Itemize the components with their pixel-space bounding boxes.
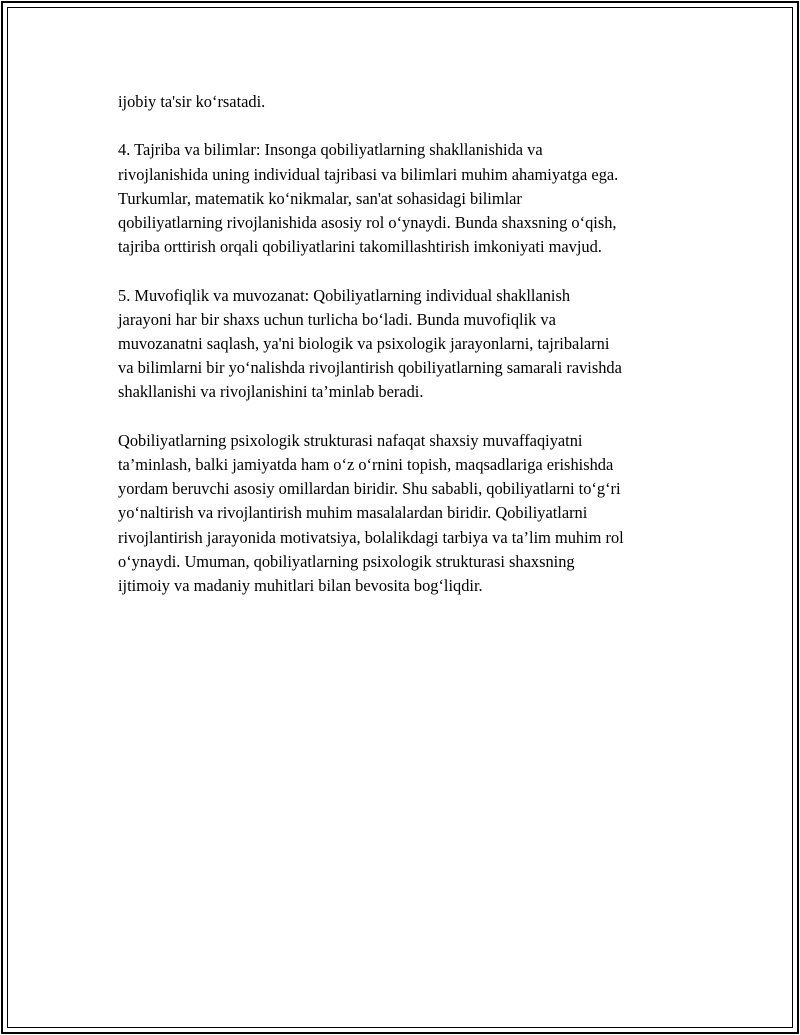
document-body [118, 90, 693, 622]
paragraph-muvofiqlik-va-muvozanat: 5. Muvofiqlik va muvozanat: Qobiliyatlarning individual shakllanish jarayoni har bir shaxs uchun turlicha bo‘ladi. Bunda muvofiqlik va muvozanatni saqlash, ya'ni biologik va psixologik jarayonlarni, tajribalarni va bilimlarni bir yo‘nalishda rivojlantirish qobiliyatlarning samarali ravishda shakllanishi va rivojlanishini ta’minlab beradi. [118, 285, 622, 402]
paragraph-continuation: ijobiy ta'sir ko‘rsatadi. [118, 92, 266, 111]
paragraph-conclusion: Qobiliyatlarning psixologik strukturasi nafaqat shaxsiy muvaffaqiyatni ta’minlash, balki jamiyatda ham o‘z o‘rnini topish, maqsadlariga erishishda yordam beruvchi asosiy omillardan biridir. Shu sababli, qobiliyatlarni to‘g‘ri yo‘naltirish va rivojlantirish muhim masalalardan biridir. Qobiliyatlarni rivojlantirish jarayonida motivatsiya, bolalikdagi tarbiya va ta’lim muhim rol o‘ynaydi. Umuman, qobiliyatlarning psixologik strukturasi shaxsning ijtimoiy va madaniy muhitlari bilan bevosita bog‘liqdir. [118, 430, 624, 596]
paragraph-tajriba-va-bilimlar: 4. Tajriba va bilimlar: Insonga qobiliyatlarning shakllanishida va rivojlanishida uning individual tajribasi va bilimlari muhim ahamiyatga ega. Turkumlar, matematik ko‘nikmalar, san'at sohasidagi bilimlar qobiliyatlarning rivojlanishida asosiy rol o‘ynaydi. Bunda shaxsning o‘qish, tajriba orttirish orqali qobiliyatlarini takomillashtirish imkoniyati mavjud. [118, 140, 619, 257]
